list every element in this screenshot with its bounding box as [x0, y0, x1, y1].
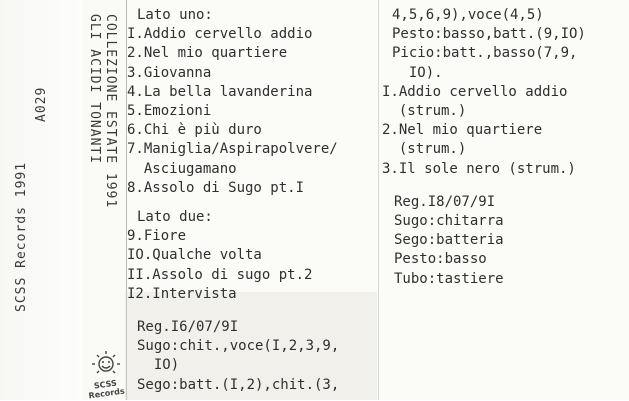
side-a-track: 6.Chi è più duro — [127, 122, 262, 139]
session1-credit: Picio:batt.,basso(7,9, — [392, 45, 578, 62]
side-b-track: II.Assolo di sugo pt.2 — [127, 266, 313, 283]
side-a-track: 4.La bella lavanderina — [127, 83, 313, 100]
session2-credit: Sego:batteria — [394, 232, 504, 249]
side-a-track: 7.Maniglia/Aspirapolvere/ — [127, 141, 338, 158]
panel-fold-line — [378, 0, 379, 400]
side-b-track: 9.Fiore — [127, 228, 187, 245]
jcard-flap — [0, 0, 83, 400]
logo-text: SCSS Records — [88, 378, 126, 401]
session2-date: Reg.I8/07/9I — [394, 193, 496, 210]
session1-credit: IO) — [137, 357, 180, 374]
record-label: SCSS Records 1991 — [14, 161, 29, 312]
session1-date: Reg.I6/07/9I — [137, 319, 239, 336]
side-b-track: I2.Intervista — [127, 285, 237, 302]
credits-panel — [382, 6, 586, 289]
side-a-track: 5.Emozioni — [127, 103, 212, 120]
side-a-track: 8.Assolo di Sugo pt.I — [127, 179, 305, 196]
catalog-number: A029 — [34, 86, 49, 122]
side-a-heading: Lato uno: — [137, 7, 213, 23]
side-a-track: 2.Nel mio quartiere — [127, 45, 288, 62]
bonus-track: 2.Nel mio quartiere — [382, 122, 543, 139]
side-b-heading: Lato due: — [137, 209, 213, 226]
session2-credit: Pesto:basso — [394, 251, 487, 268]
album-title: COLLEZIONE ESTATE 1991 — [103, 14, 118, 209]
session1-credit: 4,5,6,9),voce(4,5) — [392, 7, 544, 23]
side-a-track: Asciugamano — [127, 160, 237, 177]
session1-credit: Pesto:basso,batt.(9,IO) — [392, 26, 586, 43]
session1-credit: Sego:batt.(I,2),chit.(3, — [137, 376, 340, 393]
tracklist-panel — [127, 6, 339, 395]
bonus-track: I.Addio cervello addio — [382, 83, 568, 100]
band-name: GLI ACIDI TONANTI — [87, 14, 102, 165]
bonus-track: 3.Il sole nero (strum.) — [382, 160, 576, 177]
bonus-track: (strum.) — [382, 103, 467, 120]
session2-credit: Sugo:chitarra — [394, 213, 504, 230]
side-a-track: 3.Giovanna — [127, 64, 212, 81]
bonus-track: (strum.) — [382, 141, 467, 158]
session1-credit: IO). — [392, 64, 443, 81]
side-a-track: I.Addio cervello addio — [127, 26, 313, 43]
side-b-track: IO.Qualche volta — [127, 247, 262, 264]
session1-credit: Sugo:chit.,voce(I,2,3,9, — [137, 338, 340, 355]
session2-credit: Tubo:tastiere — [394, 270, 504, 287]
